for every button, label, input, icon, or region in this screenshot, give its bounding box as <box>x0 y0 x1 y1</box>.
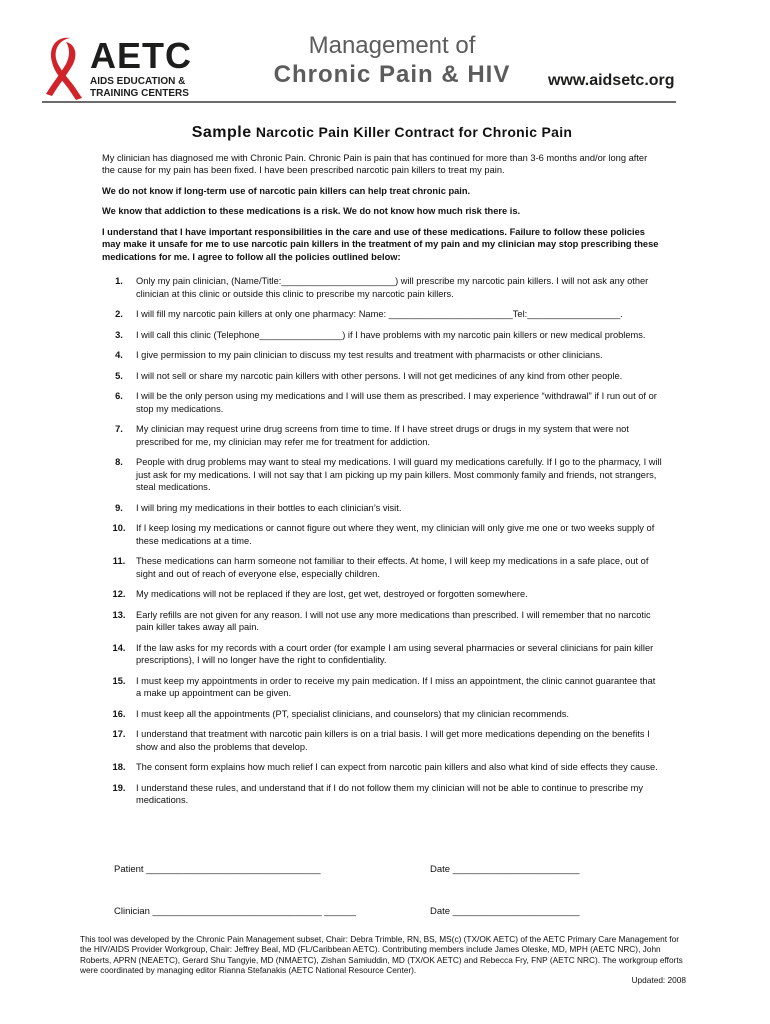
policy-item-text: Early refills are not given for any reason. I will not use any more medications than prescribed. I will remember that no narcotic pain killer takes away all pain. <box>136 609 651 632</box>
policy-item-number: 17. <box>112 729 126 739</box>
policy-item <box>102 708 662 721</box>
policy-item-number: 19. <box>112 782 126 793</box>
policy-item-text: Only my pain clinician, (Name/Title:______________________) will prescribe my narcotic pain killers. I will not ask any other clinician at this clinic or outside this clinic to prescribe my narcotic pain killers. <box>136 276 649 299</box>
clinician-date-line[interactable]: Date ________________________ <box>430 906 580 917</box>
header-divider <box>42 101 676 103</box>
policy-item <box>102 555 662 580</box>
intro-paragraph: My clinician has diagnosed me with Chronic Pain. Chronic Pain is pain that has continued for more than 3-6 months and/or long after the cause for my pain has been fixed. I have been prescribed narcotic pain killers to treat my pain. <box>102 152 648 175</box>
policy-item-text: The consent form explains how much relief I can expect from narcotic pain killers and also what kind of side effects they cause. <box>136 762 658 772</box>
patient-signature-line[interactable]: Patient _________________________________ <box>114 864 321 875</box>
policy-item-text: I will be the only person using my medications and I will use them as prescribed. I may experience “withdrawal” if I run out of or stop my medications. <box>136 391 657 414</box>
policy-item-text: If the law asks for my records with a court order (for example I am using several pharmacies or several clinicians for pain killer prescriptions), I will no longer have the right to confidentiality. <box>136 642 654 665</box>
policy-item-text: I must keep all the appointments (PT, specialist clinicians, and counselors) that my clinician recommends. <box>136 708 570 719</box>
policy-item <box>102 329 662 342</box>
updated-date: Updated: 2008 <box>631 975 686 986</box>
policy-item-number: 9. <box>115 502 123 513</box>
policy-item-text: If I keep losing my medications or cannot figure out where they went, my clinician will only give me one or two weeks supply of these medications at a time. <box>136 523 655 546</box>
responsibilities-paragraph: I understand that I have important responsibilities in the care and use of these medications. Failure to follow these policies may make it unsafe for me to use narcotic pain killers in the treatment of my pain and my clinician may stop prescribing these medications for me. I agree to follow all the policies outlined below: <box>102 226 659 262</box>
clinician-signature-line[interactable]: Clinician ________________________________ ______ <box>114 906 356 917</box>
policy-item-text: People with drug problems may want to steal my medications. I will guard my medications carefully. If I go to the pharmacy, I will just ask for my medications. I will not say that I am picking up my pain killers. Most commonly family and friends, not strangers, steal medications. <box>136 457 662 492</box>
policy-item <box>102 675 662 700</box>
header-title <box>262 32 522 90</box>
policy-item-text: My medications will not be replaced if they are lost, get wet, destroyed or forgotten somewhere. <box>136 589 528 599</box>
header-title-line-2: Chronic Pain & HIV <box>273 61 511 88</box>
policy-item-number: 8. <box>115 457 123 467</box>
policy-item-text: These medications can harm someone not familiar to their effects. At home, I will keep my medications in a safe place, out of sight and out of reach of everyone else, especially children. <box>136 556 649 579</box>
policy-item-number: 16. <box>112 708 126 719</box>
website-link[interactable]: www.aidsetc.org <box>548 72 675 89</box>
document-title-prefix: Sample <box>191 124 252 141</box>
contract-body <box>102 126 662 815</box>
policy-item-number: 11. <box>112 556 126 566</box>
logo-subtitle-line-1: AIDS EDUCATION & <box>90 76 186 87</box>
logo-subtitle <box>90 76 220 100</box>
policy-item-number: 12. <box>112 589 126 599</box>
credits-text: This tool was developed by the Chronic Pain Management subset, Chair: Debra Trimble, RN, BS, MS(c) (TX/OK AETC) of the AETC Primary Care Management for the HIV/AIDS Provider Workgroup, Chair: Jeffrey Beal, MD (FL/Caribbean AETC). Contributing members include James Oleske, MD, MPH (AETC NRC), John Roberts, APRN (NEAETC), Gerard Shu Tangyie, MD (NMAETC), Zishan Samiuddin, MD (TX/OK AETC) and Rebecca Fry, FNP (AETC NRC). The workgroup efforts were coordinated by managing editor Rianna Stefanakis (AETC National Resource Center). <box>80 934 683 975</box>
header-title-line-1: Management of <box>308 32 476 59</box>
patient-date-line[interactable]: Date ________________________ <box>430 864 580 875</box>
policy-item-text: I will not sell or share my narcotic pain killers with other persons. I will not get medicines of any kind from other people. <box>136 370 623 381</box>
policy-item-number: 10. <box>112 523 126 533</box>
policy-item <box>102 390 662 415</box>
policy-item-number: 15. <box>112 675 126 686</box>
policy-item-number: 2. <box>115 309 123 319</box>
policy-item-number: 6. <box>115 391 123 401</box>
policy-item <box>102 782 662 807</box>
policy-item-number: 13. <box>112 609 126 620</box>
policy-item-number: 18. <box>112 762 126 772</box>
page-header <box>0 0 770 110</box>
logo-title: AETC <box>90 35 192 76</box>
credits-footer <box>80 934 686 985</box>
policy-item <box>102 728 662 753</box>
policy-item-text: I will fill my narcotic pain killers at only one pharmacy: Name: ________________________Tel:__________________. <box>136 309 623 319</box>
policy-item <box>102 588 662 601</box>
policy-item <box>102 761 662 774</box>
policy-item-number: 7. <box>115 424 123 434</box>
policy-list <box>102 275 662 807</box>
policy-item <box>102 423 662 448</box>
policy-item-number: 1. <box>115 276 123 286</box>
document-title-text: Narcotic Pain Killer Contract for Chronic Pain <box>255 124 573 140</box>
policy-item-text: I give permission to my pain clinician to discuss my test results and treatment with pharmacists or other clinicians. <box>136 350 603 360</box>
policy-item <box>102 502 662 515</box>
policy-item <box>102 370 662 383</box>
policy-item <box>102 308 662 321</box>
policy-item-text: I will call this clinic (Telephone________________) if I have problems with my narcotic pain killers or new medical problems. <box>136 329 646 340</box>
policy-item-text: I must keep my appointments in order to receive my pain medication. If I miss an appointment, the clinic cannot guarantee that a make up appointment can be given. <box>136 675 656 698</box>
document-title <box>102 126 662 140</box>
policy-item-number: 3. <box>115 329 123 340</box>
logo-subtitle-line-2: TRAINING CENTERS <box>90 88 189 99</box>
policy-item-number: 5. <box>115 370 123 381</box>
policy-item-text: I understand that treatment with narcotic pain killers is on a trial basis. I will get more medications depending on the benefits I show and also the problems that develop. <box>136 729 650 752</box>
policy-item-text: I will bring my medications in their bottles to each clinician’s visit. <box>136 502 402 513</box>
policy-item <box>102 456 662 494</box>
statement-paragraph-1: We do not know if long-term use of narcotic pain killers can help treat chronic pain. <box>102 185 471 196</box>
policy-item-text: My clinician may request urine drug screens from time to time. If I have street drugs or drugs in my system that were not prescribed for me, my clinician may refer me for treatment for addiction. <box>136 424 629 447</box>
policy-item <box>102 275 662 300</box>
policy-item-text: I understand these rules, and understand that if I do not follow them my clinician will not be able to continue to prescribe my medications. <box>136 782 643 805</box>
policy-item-number: 14. <box>112 642 126 653</box>
red-ribbon-icon <box>44 34 88 104</box>
policy-item-number: 4. <box>115 350 123 360</box>
policy-item <box>102 349 662 362</box>
policy-item <box>102 642 662 667</box>
policy-item <box>102 609 662 634</box>
policy-item <box>102 522 662 547</box>
aetc-logo <box>44 34 214 104</box>
statement-paragraph-2: We know that addiction to these medications is a risk. We do not know how much risk there is. <box>102 206 521 216</box>
